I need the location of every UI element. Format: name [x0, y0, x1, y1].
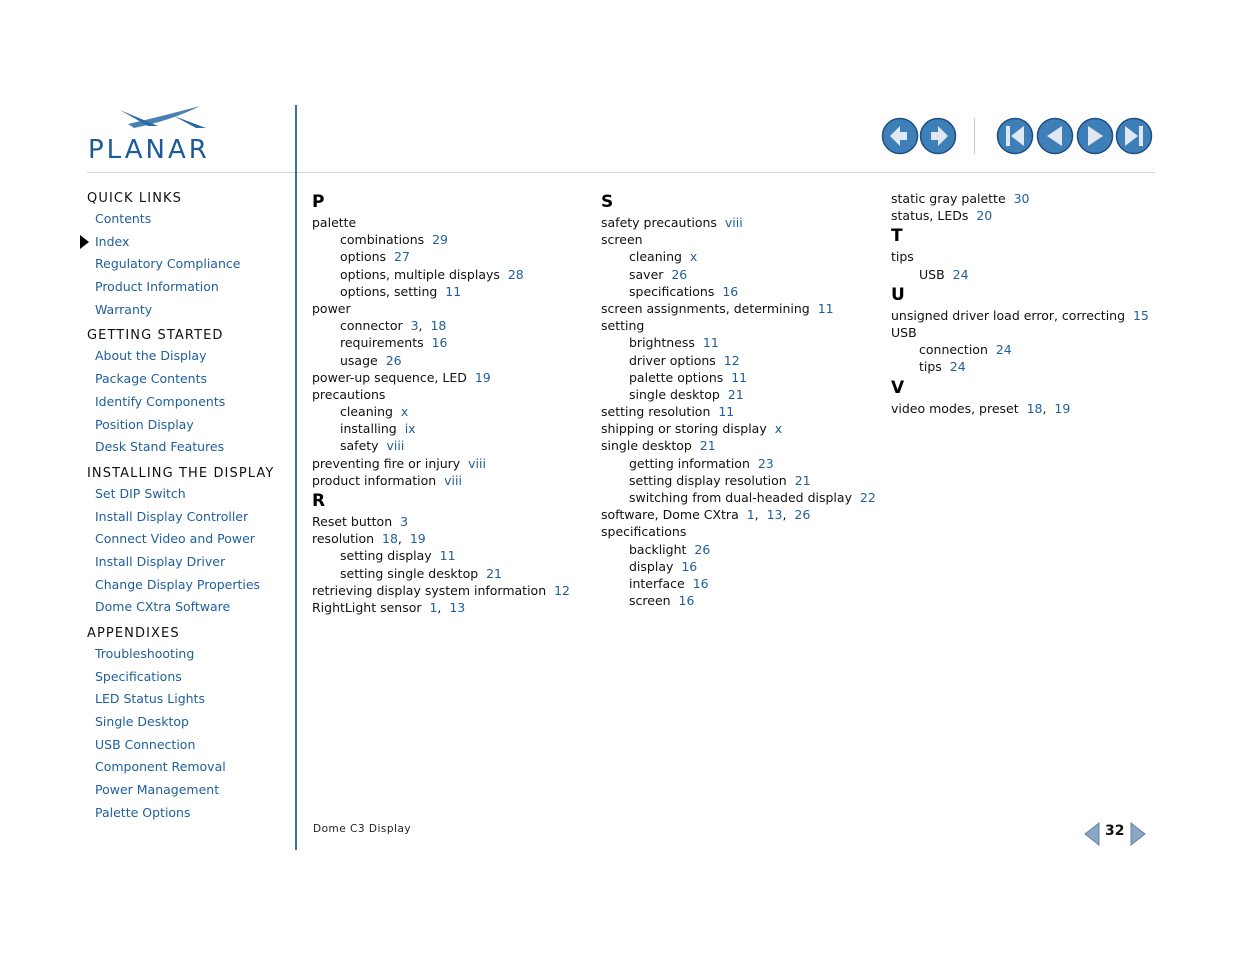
index-page-link[interactable]: x [689, 249, 698, 265]
sidebar-link-desk-stand-features[interactable] [87, 436, 292, 459]
index-page-link[interactable]: 18 [430, 318, 447, 334]
index-page-link[interactable]: 28 [507, 266, 524, 282]
nav-separator [974, 118, 975, 154]
index-term: safety [340, 438, 379, 454]
index-subentry [601, 352, 876, 369]
index-entry [312, 582, 570, 599]
sidebar-link-position-display[interactable] [87, 414, 292, 437]
first-page-button[interactable] [996, 117, 1034, 155]
index-page-link[interactable]: 16 [681, 558, 698, 574]
index-subentry: connector 3, 18 [340, 318, 447, 334]
index-subentry [601, 386, 876, 403]
index-page-link[interactable]: x [774, 421, 783, 437]
index-subentry [312, 420, 570, 437]
index-page-link[interactable]: viii [444, 472, 462, 488]
index-term: screen assignments, determining [601, 300, 810, 316]
index-term: palette options [629, 369, 724, 385]
index-subentry [601, 248, 876, 265]
sidebar-link-single-desktop[interactable] [87, 711, 292, 734]
index-term: static gray palette [891, 191, 1006, 206]
skip-last-icon [1115, 117, 1153, 155]
index-column-2 [601, 190, 876, 609]
sidebar-link-label: Regulatory Compliance [95, 256, 241, 272]
index-entry [891, 248, 1149, 265]
page-number: 32 [1105, 823, 1125, 839]
index-term: software, Dome CXtra [601, 507, 739, 523]
sidebar-link-index[interactable] [87, 231, 292, 254]
index-term: screen [629, 593, 671, 609]
index-term: driver options [629, 352, 716, 368]
index-page-link[interactable]: 19 [1054, 400, 1071, 416]
sidebar-link-troubleshooting[interactable] [87, 643, 292, 666]
skip-first-icon [996, 117, 1034, 155]
index-term: setting resolution [601, 404, 711, 420]
index-entry [601, 420, 876, 437]
index-page-link[interactable]: 16 [722, 283, 739, 299]
index-subentry [891, 341, 1149, 358]
index-term: video modes, preset [891, 400, 1019, 416]
index-page-link[interactable]: 11 [731, 369, 748, 385]
index-term: options, multiple displays [340, 266, 500, 282]
index-term: safety precautions [601, 215, 717, 230]
index-page-link[interactable]: 19 [409, 531, 426, 547]
index-term: backlight [629, 541, 687, 557]
index-subentry [601, 334, 876, 351]
index-term: unsigned driver load error, correcting [891, 307, 1126, 323]
sidebar-section-appendixes [87, 625, 292, 825]
index-entry [601, 437, 876, 454]
index-page-link[interactable]: viii [386, 438, 405, 454]
index-letter-heading: V [891, 377, 905, 398]
sidebar [87, 190, 292, 831]
sidebar-section-quick-links [87, 190, 292, 321]
index-term: USB [919, 266, 945, 282]
index-subentry [312, 403, 570, 420]
footer-document-title: Dome C3 Display [313, 823, 412, 835]
sidebar-section-installing-the-display [87, 465, 292, 619]
index-entry [312, 513, 570, 530]
next-page-button[interactable] [1076, 117, 1114, 155]
sidebar-link-label: Package Contents [95, 371, 208, 387]
sidebar-section-title: QUICK LINKS [87, 191, 182, 206]
back-button[interactable] [881, 117, 919, 155]
index-term: tips [919, 359, 942, 375]
sidebar-link-label: Single Desktop [95, 714, 189, 730]
page-navigator [1083, 820, 1147, 848]
index-term: display [629, 558, 674, 574]
index-page-link[interactable]: 26 [794, 507, 811, 523]
index-page-link[interactable]: 16 [692, 575, 709, 591]
index-term: specifications [629, 283, 715, 299]
index-entry [601, 300, 876, 317]
index-subentry [601, 541, 876, 558]
index-page-link[interactable]: 26 [694, 541, 711, 557]
index-page-link[interactable]: viii [468, 455, 486, 471]
index-subentry [312, 437, 570, 454]
sidebar-section-title: APPENDIXES [87, 626, 180, 641]
index-term: specifications [601, 524, 687, 540]
index-subentry [601, 558, 876, 575]
index-subentry [601, 489, 876, 506]
index-page-link[interactable]: 24 [995, 342, 1012, 358]
index-term: shipping or storing display [601, 421, 767, 437]
index-term: cleaning [629, 249, 682, 265]
index-page-link[interactable]: 11 [445, 283, 462, 299]
index-term: options [340, 249, 387, 265]
index-page-link[interactable]: 27 [394, 249, 410, 265]
index-page-link[interactable]: 13 [766, 507, 783, 523]
index-term: preventing fire or injury [312, 455, 461, 471]
sidebar-link-label: Power Management [95, 782, 220, 798]
index-term: power [312, 300, 351, 316]
index-subentry [312, 283, 570, 300]
index-entry [601, 403, 876, 420]
next-page-arrow-icon[interactable] [1129, 822, 1147, 850]
index-term: RightLight sensor [312, 599, 422, 615]
index-subentry [312, 547, 570, 564]
index-page-link[interactable]: 16 [678, 593, 695, 609]
index-column-3 [891, 190, 1149, 417]
index-page-link[interactable]: 21 [486, 565, 503, 581]
index-page-link[interactable]: 20 [976, 208, 993, 224]
index-page-link[interactable]: 18 [382, 531, 398, 547]
index-term: tips [891, 249, 914, 265]
index-term: connector [340, 318, 403, 334]
index-term: palette [312, 215, 357, 230]
sidebar-link-label: Change Display Properties [95, 576, 261, 592]
index-page-link[interactable]: 3 [400, 514, 409, 529]
index-term: retrieving display system information [312, 582, 547, 598]
index-entry [312, 386, 570, 403]
index-entry: software, Dome CXtra 1, 13, 26 [601, 507, 811, 523]
index-subentry [601, 369, 876, 386]
sidebar-section-title: INSTALLING THE DISPLAY [87, 465, 275, 481]
sidebar-link-label: Connect Video and Power [95, 531, 255, 547]
sidebar-link-label: Palette Options [95, 804, 191, 820]
previous-page-button[interactable] [1036, 117, 1074, 155]
index-entry [601, 231, 876, 248]
sidebar-link-label: Warranty [95, 301, 153, 317]
index-page-link[interactable]: 1 [746, 507, 755, 523]
index-entry [312, 300, 570, 317]
sidebar-section-title: GETTING STARTED [87, 328, 224, 344]
sidebar-header-rule [87, 172, 295, 173]
index-term: cleaning [340, 404, 393, 420]
index-subentry [601, 472, 876, 489]
index-term: setting [601, 318, 645, 334]
index-subentry [601, 266, 876, 283]
index-entry [312, 455, 570, 472]
triangle-left-icon [1036, 117, 1074, 155]
sidebar-link-install-display-controller[interactable] [87, 506, 292, 529]
index-page-link[interactable]: 23 [757, 455, 774, 471]
sidebar-link-about-the-display[interactable] [87, 345, 292, 368]
sidebar-link-specifications[interactable] [87, 666, 292, 689]
index-term: USB [891, 324, 917, 340]
index-term: power-up sequence, LED [312, 369, 467, 385]
index-term: Reset button [312, 514, 393, 529]
current-page-marker-icon [80, 235, 89, 249]
index-entry [312, 214, 570, 231]
sidebar-link-label: Specifications [95, 668, 182, 684]
index-subentry [312, 266, 570, 283]
index-term: switching from dual-headed display [629, 490, 852, 505]
index-page-link[interactable]: 26 [385, 352, 402, 368]
sidebar-link-label: Product Information [95, 279, 219, 295]
sidebar-link-package-contents[interactable] [87, 368, 292, 391]
index-subentry [891, 358, 1149, 375]
index-subentry [601, 592, 876, 609]
sidebar-link-label: Troubleshooting [95, 646, 195, 661]
index-page-link[interactable]: 29 [432, 232, 449, 248]
logo-wordmark: PLANAR [88, 135, 210, 162]
sidebar-link-label: LED Status Lights [95, 691, 205, 707]
arrow-left-icon [881, 117, 919, 155]
index-entry [891, 190, 1149, 207]
index-page-link[interactable]: 21 [699, 438, 716, 454]
index-term: resolution [312, 531, 375, 547]
index-subentry [891, 266, 1149, 283]
index-term: installing [340, 421, 397, 437]
index-page-link[interactable]: 24 [949, 359, 966, 375]
index-term: connection [919, 342, 988, 358]
index-subentry [312, 248, 570, 265]
index-page-link[interactable]: 12 [554, 582, 570, 598]
sidebar-link-dome-cxtra-software[interactable] [87, 596, 292, 619]
index-page-link[interactable]: 16 [431, 335, 448, 351]
index-page-link[interactable]: 11 [817, 300, 834, 316]
index-letter-heading: R [312, 491, 326, 511]
sidebar-link-label: USB Connection [95, 736, 196, 752]
sidebar-link-label: Set DIP Switch [95, 485, 186, 501]
index-page-link[interactable]: 11 [439, 548, 456, 564]
index-letter-heading: S [601, 192, 614, 212]
index-subentry [601, 455, 876, 472]
index-subentry [312, 334, 570, 351]
index-letter-heading: P [312, 192, 325, 212]
index-page-link[interactable]: 21 [727, 386, 744, 402]
forward-button[interactable] [919, 117, 957, 155]
index-term: screen [601, 232, 643, 248]
sidebar-link-regulatory-compliance[interactable] [87, 253, 292, 276]
sidebar-link-label: About the Display [95, 348, 207, 364]
sidebar-link-led-status-lights[interactable] [87, 688, 292, 711]
index-term: single desktop [629, 386, 720, 402]
index-page-link[interactable]: 12 [723, 352, 740, 368]
index-subentry [312, 231, 570, 248]
sidebar-link-label: Desk Stand Features [95, 439, 225, 455]
index-letter-heading: U [891, 284, 905, 305]
index-term: product information [312, 472, 437, 488]
sidebar-link-contents[interactable] [87, 208, 292, 231]
index-subentry [601, 575, 876, 592]
index-term: setting display [340, 548, 432, 564]
index-letter-heading: T [891, 226, 903, 247]
index-entry [891, 207, 1149, 224]
planar-logo [88, 102, 238, 162]
index-entry [891, 324, 1149, 341]
sidebar-link-label: Component Removal [95, 759, 226, 775]
index-term: saver [629, 266, 664, 282]
sidebar-link-change-display-properties[interactable] [87, 574, 292, 597]
index-page-link[interactable]: 24 [952, 266, 969, 282]
sidebar-link-palette-options[interactable] [87, 802, 292, 825]
index-entry: video modes, preset 18, 19 [891, 400, 1071, 416]
index-page-link[interactable]: x [400, 404, 409, 420]
index-entry [891, 307, 1149, 324]
sidebar-link-label: Index [95, 233, 130, 249]
sidebar-link-product-information[interactable] [87, 276, 292, 299]
sidebar-link-label: Position Display [95, 416, 194, 432]
index-term: setting display resolution [629, 472, 787, 488]
index-page-link[interactable]: 22 [859, 490, 876, 505]
arrow-right-icon [919, 117, 957, 155]
index-subentry [601, 283, 876, 300]
index-page-link[interactable]: 11 [702, 335, 719, 351]
index-page-link[interactable]: 15 [1132, 307, 1149, 323]
sidebar-link-label: Install Display Driver [95, 553, 226, 569]
index-page-link[interactable]: 18 [1026, 400, 1043, 416]
sidebar-link-label: Dome CXtra Software [95, 599, 231, 615]
sidebar-divider [295, 105, 297, 850]
sidebar-link-usb-connection[interactable] [87, 734, 292, 757]
sidebar-link-label: Contents [95, 211, 152, 226]
sidebar-link-warranty[interactable] [87, 299, 292, 322]
index-page-link[interactable]: viii [724, 215, 743, 230]
index-term: options, setting [340, 283, 438, 299]
index-term: status, LEDs [891, 208, 969, 224]
index-page-link[interactable]: ix [404, 421, 416, 437]
index-entry [601, 317, 876, 334]
sidebar-section-getting-started [87, 327, 292, 458]
index-entry [601, 214, 876, 231]
index-entry: RightLight sensor 1, 13 [312, 599, 466, 615]
sidebar-link-label: Install Display Controller [95, 508, 249, 524]
index-page-link[interactable]: 11 [718, 404, 735, 420]
sidebar-link-install-display-driver[interactable] [87, 551, 292, 574]
sidebar-link-set-dip-switch[interactable] [87, 483, 292, 506]
index-term: requirements [340, 335, 424, 351]
index-entry [312, 472, 570, 489]
index-page-link[interactable]: 26 [671, 266, 688, 282]
index-subentry [312, 352, 570, 369]
index-page-link[interactable]: 30 [1013, 191, 1030, 206]
sidebar-link-connect-video-and-power[interactable] [87, 528, 292, 551]
index-subentry [312, 565, 570, 582]
index-term: getting information [629, 455, 750, 471]
prev-page-arrow-icon[interactable] [1083, 822, 1101, 850]
index-page-link[interactable]: 19 [474, 369, 491, 385]
index-column-1 [312, 190, 570, 616]
index-term: combinations [340, 232, 425, 248]
sidebar-link-component-removal[interactable] [87, 756, 292, 779]
index-term: single desktop [601, 438, 692, 454]
index-page-link[interactable]: 3 [410, 318, 419, 334]
index-term: usage [340, 352, 378, 368]
index-page-link[interactable]: 1 [429, 599, 438, 615]
last-page-button[interactable] [1115, 117, 1153, 155]
index-entry [312, 369, 570, 386]
index-term: brightness [629, 335, 695, 351]
index-term: interface [629, 575, 685, 591]
index-term: precautions [312, 386, 386, 402]
index-entry: resolution 18, 19 [312, 531, 426, 547]
sidebar-link-label: Identify Components [95, 393, 226, 409]
sidebar-link-identify-components[interactable] [87, 391, 292, 414]
index-page-link[interactable]: 21 [794, 472, 811, 488]
index-entry [601, 523, 876, 540]
triangle-right-icon [1076, 117, 1114, 155]
sidebar-link-power-management[interactable] [87, 779, 292, 802]
index-term: setting single desktop [340, 565, 479, 581]
header-rule [297, 172, 1155, 173]
index-page-link[interactable]: 13 [449, 599, 466, 615]
